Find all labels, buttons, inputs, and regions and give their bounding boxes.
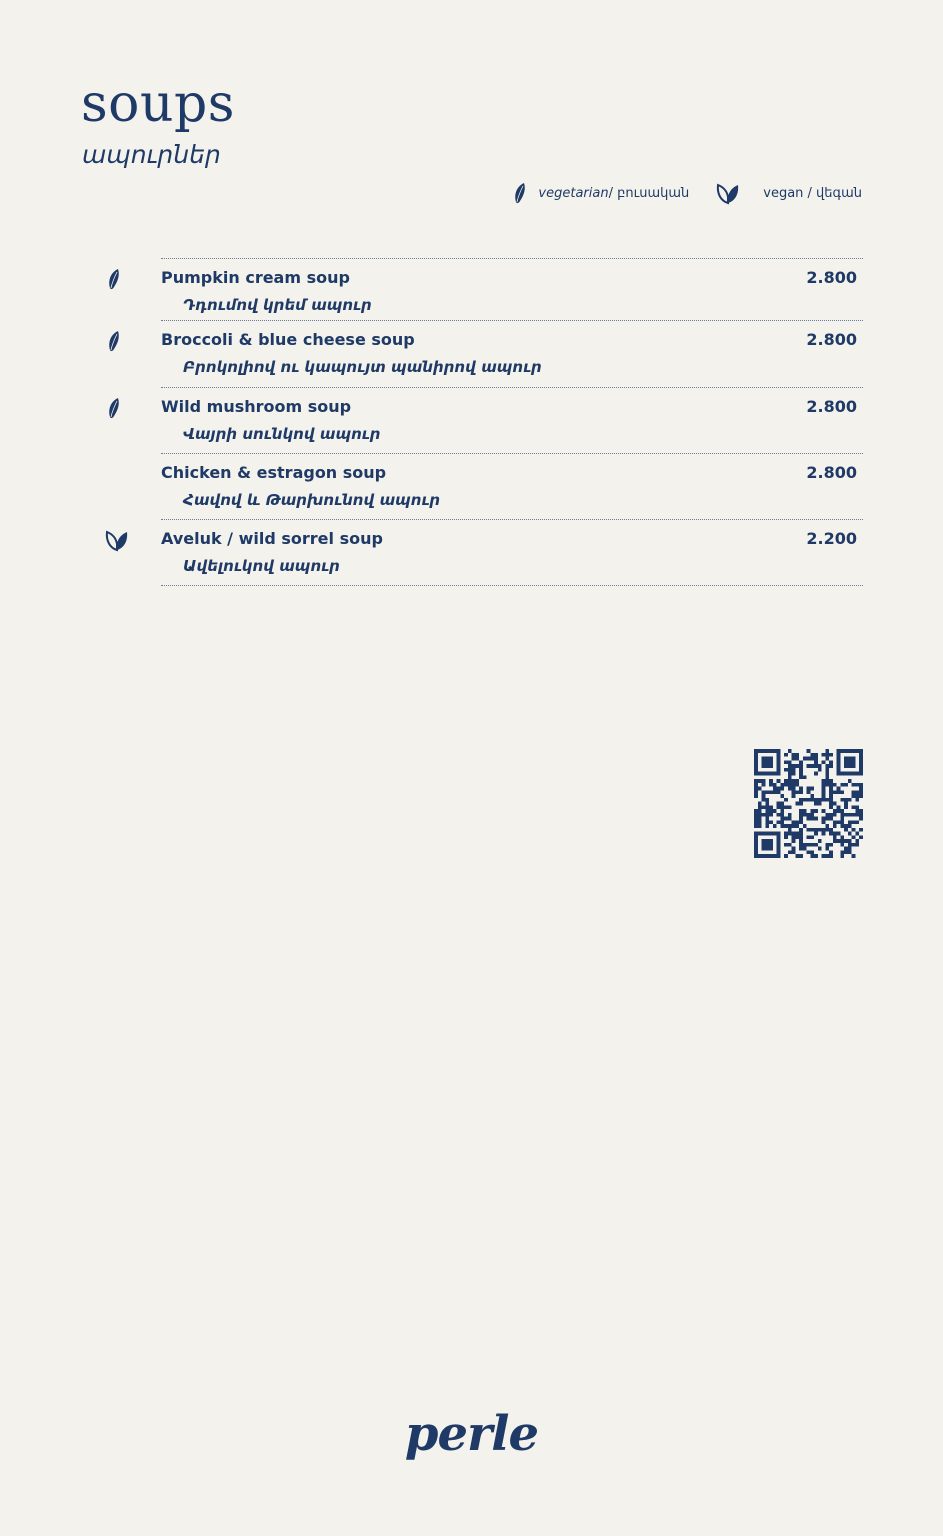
menu-item bbox=[161, 259, 863, 321]
menu-item-price: 2.800 bbox=[806, 397, 857, 416]
menu-item-name-armenian: Հավով և Թարխունով ապուր bbox=[183, 491, 441, 509]
menu-item-name: Chicken & estragon soup bbox=[161, 463, 387, 482]
legend-vegetarian-am: / բուսական bbox=[608, 185, 690, 201]
vegan-leaves-icon bbox=[715, 181, 741, 205]
legend-vegan-label: vegan / վեգան bbox=[763, 185, 862, 201]
menu-item-price: 2.800 bbox=[806, 463, 857, 482]
menu-item bbox=[161, 454, 863, 520]
page-subtitle: ապուրներ bbox=[82, 140, 221, 169]
legend-vegan bbox=[715, 181, 862, 205]
menu-item-name: Aveluk / wild sorrel soup bbox=[161, 529, 383, 548]
page-title: soups bbox=[81, 74, 235, 134]
brand-logo: perle bbox=[404, 1406, 539, 1462]
legend-vegetarian bbox=[512, 181, 689, 205]
vegetarian-leaf-icon bbox=[106, 329, 124, 353]
vegan-leaves-icon bbox=[104, 528, 130, 552]
qr-code[interactable] bbox=[754, 749, 863, 858]
menu-item-name: Pumpkin cream soup bbox=[161, 268, 350, 287]
menu-item bbox=[161, 321, 863, 388]
vegetarian-leaf-icon bbox=[512, 181, 530, 205]
soup-menu-list bbox=[161, 258, 863, 586]
menu-item bbox=[161, 388, 863, 454]
menu-item-name-armenian: Դդումով կրեմ ապուր bbox=[183, 296, 372, 314]
menu-item bbox=[161, 520, 863, 586]
menu-item-price: 2.800 bbox=[806, 268, 857, 287]
vegetarian-leaf-icon bbox=[106, 267, 124, 291]
menu-item-name-armenian: Վայրի սունկով ապուր bbox=[183, 425, 381, 443]
menu-item-name: Wild mushroom soup bbox=[161, 397, 352, 416]
menu-item-name: Broccoli & blue cheese soup bbox=[161, 330, 415, 349]
vegetarian-leaf-icon bbox=[106, 396, 124, 420]
menu-item-price: 2.800 bbox=[806, 330, 857, 349]
legend-vegetarian-en: vegetarian bbox=[538, 185, 609, 201]
diet-legend bbox=[512, 181, 862, 205]
menu-item-name-armenian: Ավելուկով ապուր bbox=[183, 557, 340, 575]
menu-item-name-armenian: Բրոկոլիով ու կապույտ պանիրով ապուր bbox=[183, 358, 542, 376]
menu-item-price: 2.200 bbox=[806, 529, 857, 548]
